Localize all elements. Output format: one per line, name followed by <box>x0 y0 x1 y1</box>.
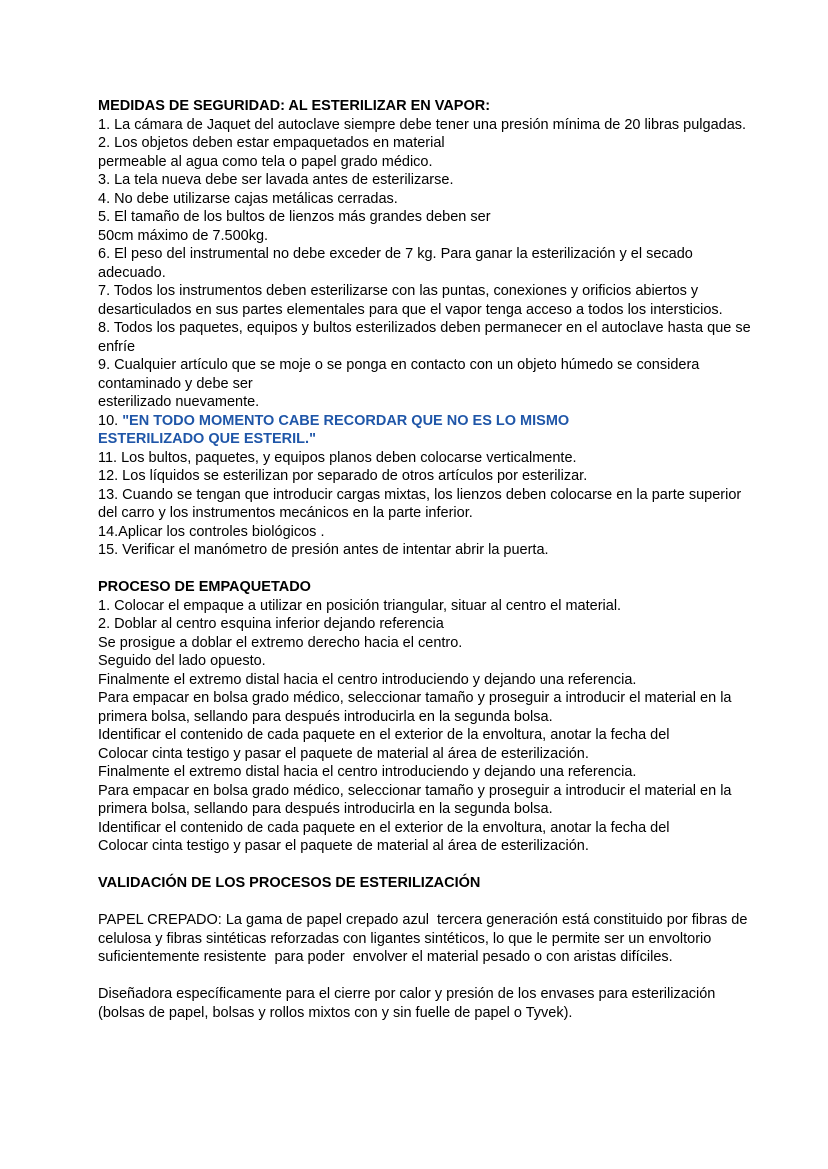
doc-line: Finalmente el extremo distal hacia el centro introduciendo y dejando una referencia. <box>98 671 637 688</box>
doc-line: Colocar cinta testigo y pasar el paquete de material al área de esterilización. <box>98 745 589 762</box>
doc-line: 13. Cuando se tengan que introducir cargas mixtas, los lienzos deben colocarse en la parte superior <box>98 486 742 503</box>
doc-line: del carro y los instrumentos mecánicos en la parte inferior. <box>98 505 473 521</box>
doc-line: 5. El tamaño de los bultos de lienzos más grandes deben ser <box>98 209 491 225</box>
blue-emphasis-text: ESTERILIZADO QUE ESTERIL." <box>98 431 316 447</box>
doc-line: Se prosigue a doblar el extremo derecho hacia el centro. <box>98 634 463 651</box>
doc-line: primera bolsa, sellando para después introducirla en la segunda bolsa. <box>98 801 553 817</box>
doc-line: Para empacar en bolsa grado médico, seleccionar tamaño y proseguir a introducir el material en la <box>98 782 732 799</box>
blank-line <box>98 560 788 579</box>
doc-line: enfríe <box>98 338 136 355</box>
doc-line: Colocar cinta testigo y pasar el paquete de material al área de esterilización. <box>98 838 589 854</box>
doc-line: 1. La cámara de Jaquet del autoclave siempre debe tener una presión mínima de 20 libras pulgadas. <box>98 116 747 133</box>
doc-line: Finalmente el extremo distal hacia el centro introduciendo y dejando una referencia. <box>98 764 637 780</box>
doc-line: Seguido del lado opuesto. <box>98 653 266 669</box>
blank-line <box>98 967 788 986</box>
doc-line: Para empacar en bolsa grado médico, seleccionar tamaño y proseguir a introducir el material en la <box>98 690 732 706</box>
blue-emphasis-text: "EN TODO MOMENTO CABE RECORDAR QUE NO ES LO MISMO <box>122 412 570 429</box>
doc-line: Identificar el contenido de cada paquete en el exterior de la envoltura, anotar la fecha del <box>98 727 670 743</box>
doc-line: esterilizado nuevamente. <box>98 394 260 410</box>
doc-line <box>98 430 788 449</box>
doc-line: 6. El peso del instrumental no debe exceder de 7 kg. Para ganar la esterilización y el secado <box>98 246 693 262</box>
doc-line: (bolsas de papel, bolsas y rollos mixtos con y sin fuelle de papel o Tyvek). <box>98 1004 573 1021</box>
doc-line: desarticulados en sus partes elementales para que el vapor tenga acceso a todos los intersticios. <box>98 301 723 318</box>
doc-line: 50cm máximo de 7.500kg. <box>98 227 269 244</box>
doc-line: suficientemente resistente para poder envolver el material pesado o con aristas difíciles. <box>98 949 673 965</box>
doc-line: Identificar el contenido de cada paquete en el exterior de la envoltura, anotar la fecha del <box>98 819 670 836</box>
doc-line: 14.Aplicar los controles biológicos . <box>98 523 325 540</box>
doc-line: permeable al agua como tela o papel grado médico. <box>98 153 433 170</box>
doc-line: primera bolsa, sellando para después introducirla en la segunda bolsa. <box>98 708 553 725</box>
section-heading: VALIDACIÓN DE LOS PROCESOS DE ESTERILIZACIÓN <box>98 875 481 891</box>
doc-line: contaminado y debe ser <box>98 375 253 392</box>
blank-line <box>98 893 788 912</box>
doc-line: PAPEL CREPADO: La gama de papel crepado azul tercera generación está constituido por fibras de <box>98 912 748 928</box>
doc-line: 7. Todos los instrumentos deben esterilizarse con las puntas, conexiones y orificios abiertos y <box>98 283 699 299</box>
doc-line: 3. La tela nueva debe ser lavada antes de esterilizarse. <box>98 172 454 188</box>
doc-line: 15. Verificar el manómetro de presión antes de intentar abrir la puerta. <box>98 542 549 558</box>
doc-text-span: 10. <box>98 412 123 429</box>
doc-line: 1. Colocar el empaque a utilizar en posición triangular, situar al centro el material. <box>98 597 622 614</box>
doc-line: 8. Todos los paquetes, equipos y bultos esterilizados deben permanecer en el autoclave hasta que se <box>98 320 751 336</box>
doc-line: adecuado. <box>98 264 166 281</box>
doc-line: Diseñadora específicamente para el cierre por calor y presión de los envases para esterilización <box>98 986 716 1002</box>
doc-line: 11. Los bultos, paquetes, y equipos planos deben colocarse verticalmente. <box>98 449 577 466</box>
doc-line: 4. No debe utilizarse cajas metálicas cerradas. <box>98 190 398 207</box>
doc-line: celulosa y fibras sintéticas reforzadas con ligantes sintéticos, lo que le permite ser un envoltorio <box>98 930 712 947</box>
doc-line: 9. Cualquier artículo que se moje o se ponga en contacto con un objeto húmedo se considera <box>98 357 700 373</box>
doc-line: 12. Los líquidos se esterilizan por separado de otros artículos por esterilizar. <box>98 468 588 484</box>
doc-line: 2. Doblar al centro esquina inferior dejando referencia <box>98 616 444 632</box>
section-heading: MEDIDAS DE SEGURIDAD: AL ESTERILIZAR EN VAPOR: <box>98 98 491 114</box>
doc-line: 2. Los objetos deben estar empaquetados en material <box>98 135 445 151</box>
section-heading: PROCESO DE EMPAQUETADO <box>98 579 311 595</box>
doc-line <box>98 412 788 431</box>
blank-line <box>98 856 788 875</box>
